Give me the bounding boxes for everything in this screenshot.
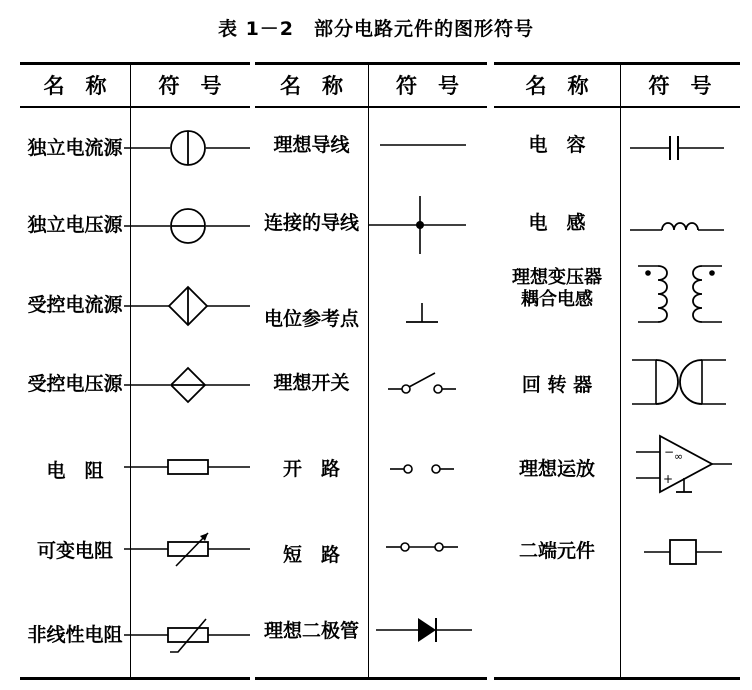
row-name-line-2: 耦合电感 xyxy=(521,289,593,310)
row-name: 独立电流源 xyxy=(27,137,123,159)
ideal-wire-icon xyxy=(368,138,487,152)
row-name: 理想二极管 xyxy=(263,620,359,642)
controlled-current-source-icon xyxy=(124,284,250,328)
header-name: 名 称 xyxy=(525,74,589,98)
row-name: 非线性电阻 xyxy=(27,624,123,646)
table-panel-1 xyxy=(20,62,250,680)
table-panel-3 xyxy=(494,62,740,680)
connected-wires-icon xyxy=(368,192,487,258)
row-name: 理想运放 xyxy=(518,458,595,480)
two-terminal-element-icon xyxy=(620,532,740,572)
op-amp-icon xyxy=(620,430,740,500)
minus-label: − xyxy=(664,445,675,459)
bottom-rule xyxy=(255,677,487,680)
row-name: 理想导线 xyxy=(273,134,350,156)
header-name: 名 称 xyxy=(280,74,343,98)
top-rule xyxy=(20,62,250,65)
open-circuit-icon xyxy=(368,454,487,484)
independent-voltage-source-icon xyxy=(124,206,250,246)
row-name: 回 转 器 xyxy=(521,374,593,396)
top-rule xyxy=(494,62,740,65)
top-rule xyxy=(255,62,487,65)
row-name: 可变电阻 xyxy=(36,540,113,562)
header-symbol: 符 号 xyxy=(396,74,459,98)
header-symbol: 符 号 xyxy=(648,74,712,98)
independent-current-source-icon xyxy=(124,128,250,168)
header-rule xyxy=(20,106,250,108)
row-name: 受控电压源 xyxy=(27,373,123,395)
row-name: 连接的导线 xyxy=(263,212,359,234)
header-symbol: 符 号 xyxy=(158,74,222,98)
row-name: 独立电压源 xyxy=(27,214,123,236)
ideal-diode-icon xyxy=(368,610,487,650)
variable-resistor-icon xyxy=(124,524,250,574)
bottom-rule xyxy=(20,677,250,680)
plus-label: + xyxy=(663,472,674,486)
row-name: 受控电流源 xyxy=(27,294,123,316)
capacitor-icon xyxy=(620,128,740,168)
resistor-icon xyxy=(124,452,250,482)
ground-reference-icon xyxy=(368,300,487,330)
table-caption: 表 1－2 部分电路元件的图形符号 xyxy=(217,18,535,40)
row-name: 电位参考点 xyxy=(263,308,359,330)
bottom-rule xyxy=(494,677,740,680)
table-panel-2 xyxy=(255,62,487,680)
infinity-label: ∞ xyxy=(674,450,684,463)
transformer-icon xyxy=(620,260,740,332)
ideal-switch-icon xyxy=(368,367,487,397)
row-name: 二端元件 xyxy=(518,540,595,562)
nonlinear-resistor-icon xyxy=(124,610,250,660)
header-rule xyxy=(255,106,487,108)
gyrator-icon xyxy=(620,352,740,412)
row-name: 电 阻 xyxy=(46,460,104,482)
row-name: 理想开关 xyxy=(273,372,350,394)
row-name-line-1: 理想变压器 xyxy=(512,267,602,288)
row-name: 短 路 xyxy=(282,544,340,566)
row-name: 开 路 xyxy=(282,458,340,480)
inductor-icon xyxy=(620,210,740,240)
controlled-voltage-source-icon xyxy=(124,365,250,405)
row-name: 电 感 xyxy=(528,212,586,234)
short-circuit-icon xyxy=(368,532,487,562)
header-name: 名 称 xyxy=(43,74,107,98)
row-name: 电 容 xyxy=(528,134,586,156)
header-rule xyxy=(494,106,740,108)
